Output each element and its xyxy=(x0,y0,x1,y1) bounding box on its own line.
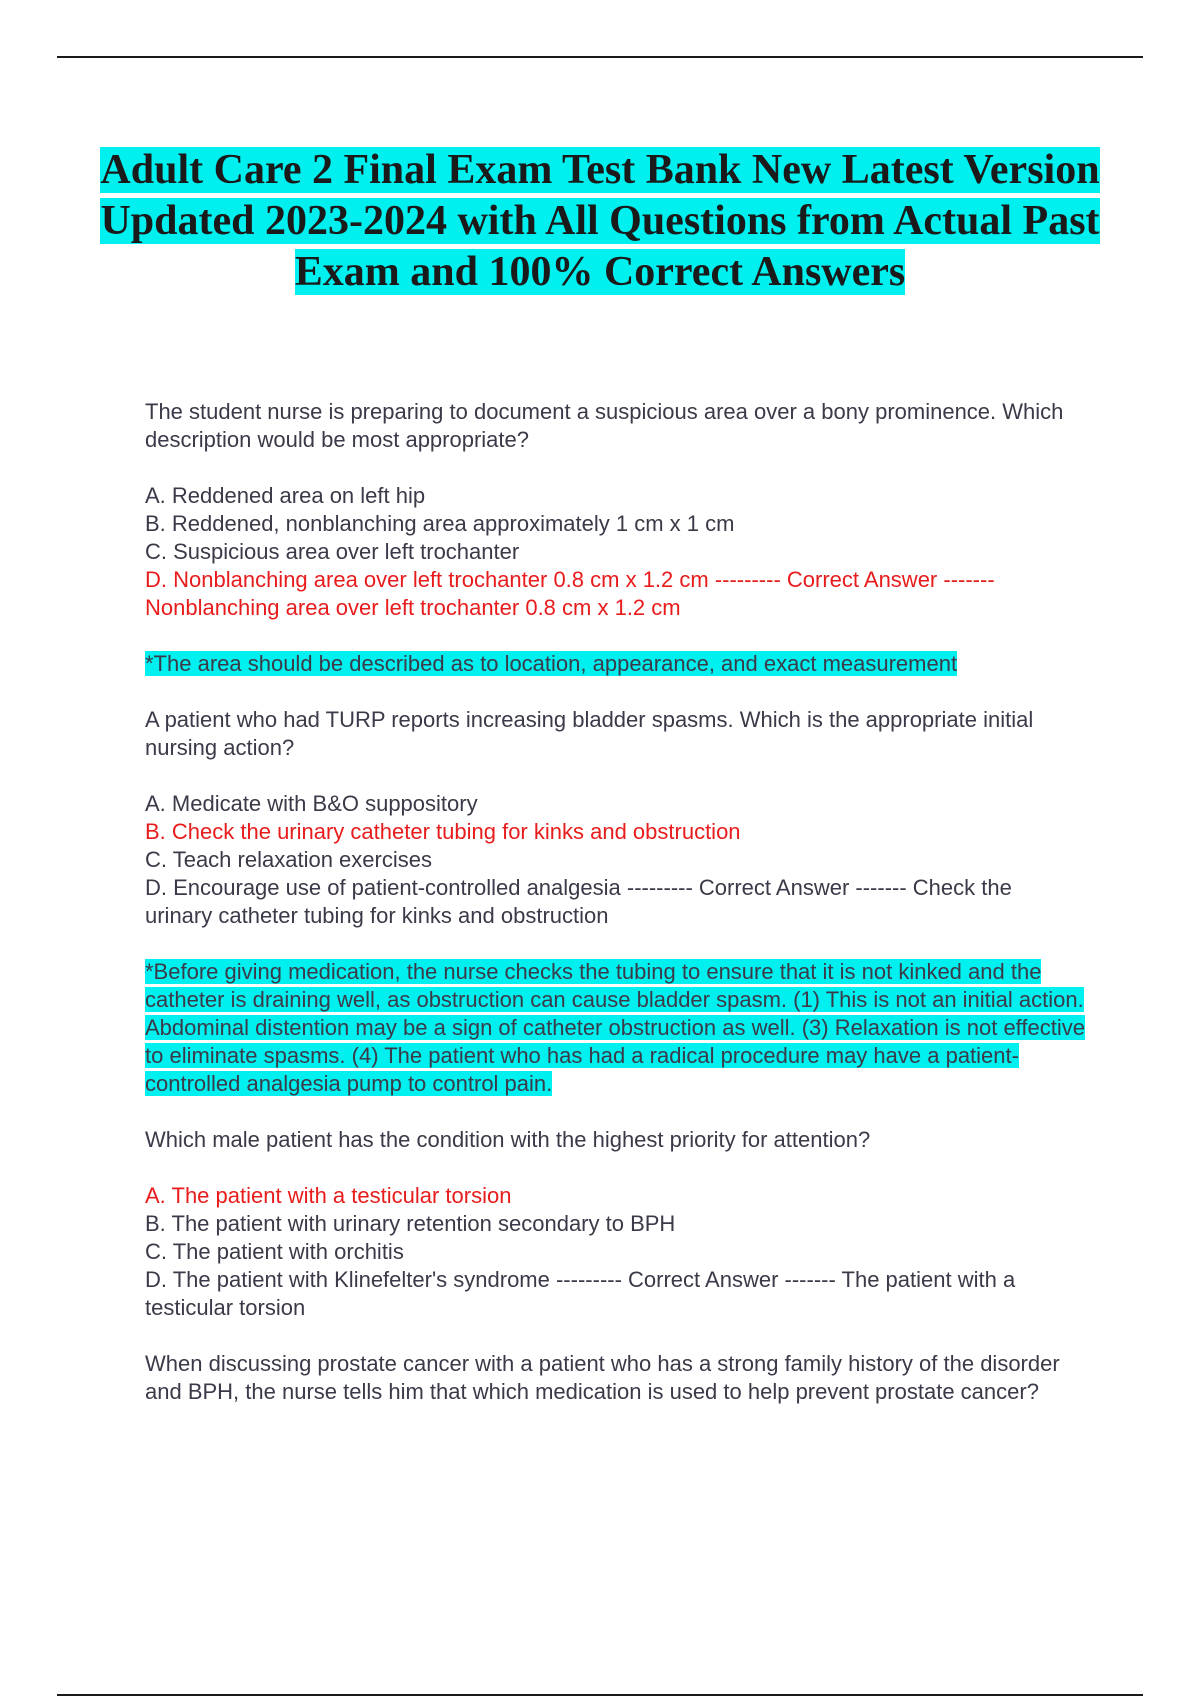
question-2-rationale xyxy=(145,958,1085,1098)
document-title xyxy=(60,145,1140,298)
question-3-option-b: B. The patient with urinary retention secondary to BPH xyxy=(145,1211,676,1236)
question-content xyxy=(145,398,1085,1406)
question-2-option-a: A. Medicate with B&O suppository xyxy=(145,791,478,816)
question-1-option-b: B. Reddened, nonblanching area approximately 1 cm x 1 cm xyxy=(145,511,735,536)
title-highlight: Adult Care 2 Final Exam Test Bank New Latest Version Updated 2023-2024 with All Questions from Actual Past Exam and 100% Correct Answers xyxy=(100,147,1100,295)
question-3-option-c: C. The patient with orchitis xyxy=(145,1239,404,1264)
question-2-option-b-correct: B. Check the urinary catheter tubing for kinks and obstruction xyxy=(145,819,741,844)
question-3-stem: Which male patient has the condition with the highest priority for attention? xyxy=(145,1127,871,1152)
question-3-option-d-answer: D. The patient with Klinefelter's syndrome --------- Correct Answer ------- The patient with a testicular torsion xyxy=(145,1267,1016,1320)
question-1-options xyxy=(145,482,1085,622)
question-2-option-d-answer: D. Encourage use of patient-controlled analgesia --------- Correct Answer ------- Check the urinary catheter tubing for kinks and obstruction xyxy=(145,875,1012,928)
question-1-option-a: A. Reddened area on left hip xyxy=(145,483,426,508)
question-4-stem: When discussing prostate cancer with a patient who has a strong family history of the disorder and BPH, the nurse tells him that which medication is used to help prevent prostate cancer? xyxy=(145,1351,1060,1404)
question-1-option-d-correct-answer: D. Nonblanching area over left trochanter 0.8 cm x 1.2 cm --------- Correct Answer ------- Nonblanching area over left trochanter 0.8 cm x 1.2 cm xyxy=(145,567,995,620)
question-3-options xyxy=(145,1182,1085,1322)
question-1-rationale xyxy=(145,650,1085,678)
question-2-options xyxy=(145,790,1085,930)
question-1-rationale-text: *The area should be described as to location, appearance, and exact measurement xyxy=(145,651,958,676)
question-3-option-a-correct: A. The patient with a testicular torsion xyxy=(145,1183,512,1208)
bottom-rule xyxy=(57,1694,1143,1696)
question-1-option-c: C. Suspicious area over left trochanter xyxy=(145,539,520,564)
question-2-stem: A patient who had TURP reports increasing bladder spasms. Which is the appropriate initial nursing action? xyxy=(145,707,1034,760)
question-1-stem: The student nurse is preparing to document a suspicious area over a bony prominence. Which description would be most appropriate? xyxy=(145,399,1064,452)
question-2-option-c: C. Teach relaxation exercises xyxy=(145,847,432,872)
top-rule xyxy=(57,56,1143,58)
question-2-rationale-text: *Before giving medication, the nurse checks the tubing to ensure that it is not kinked and the catheter is draining well, as obstruction can cause bladder spasm. (1) This is not an initial action. Abdominal distention may be a sign of catheter obstruction as well. (3) Relaxation is not effective to eliminate spasms. (4) The patient who has had a radical procedure may have a patient-controlled analgesia pump to control pain. xyxy=(145,959,1085,1096)
